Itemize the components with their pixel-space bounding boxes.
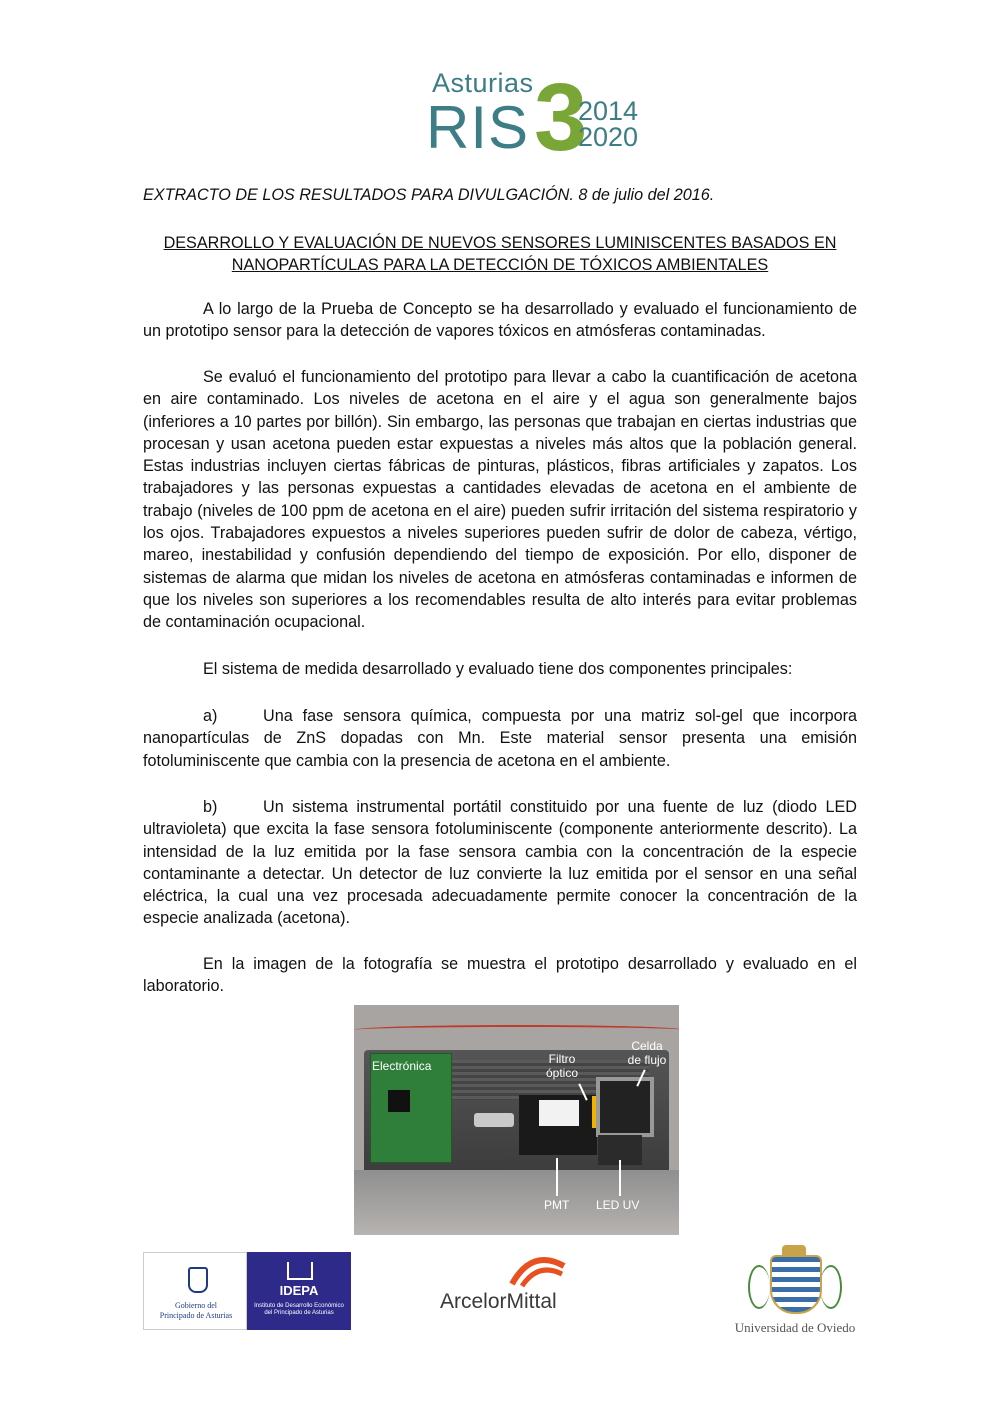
title-line-2: NANOPARTÍCULAS PARA LA DETECCIÓN DE TÓXICOS AMBIENTALES: [231, 256, 769, 275]
crest-icon: [188, 1267, 208, 1293]
list-item-b-letter: b): [203, 798, 218, 816]
label-filtro-line2: óptico: [545, 1066, 579, 1080]
laurel-left-icon: [748, 1265, 770, 1309]
logo-year-end: 2020: [578, 122, 639, 152]
photo-pmt-sticker: [539, 1100, 579, 1126]
list-item-b-text: Un sistema instrumental portátil constituido por una fuente de luz (diodo LED ultravioleta) que excita la fase sensora fotoluminiscente (componente anteriormente descrito). La intensidad de la luz emitida por la fase sensora cambia con la concentración de la especie contaminante a detectar. Un detector de luz convierte la luz emitida por el sensor en una señal eléctrica, la cual una vez procesada adecuadamente permite conocer la concentración de la especie analizada (acetona).: [143, 798, 857, 928]
arcelor-name: ArcelorMittal: [440, 1290, 557, 1313]
list-item-a-letter: a): [203, 707, 218, 725]
asturias-ris3-logo: [424, 64, 654, 171]
universidad-oviedo-logo: [730, 1245, 860, 1340]
paragraph-components: El sistema de medida desarrollado y evaluado tiene dos componentes principales:: [203, 660, 793, 678]
document-title: [143, 232, 857, 277]
idepa-mark-icon: [287, 1262, 313, 1280]
paragraph-intro: A lo largo de la Prueba de Concepto se ha desarrollado y evaluado el funcionamiento de un prototipo sensor para la detección de vapores tóxicos en atmósferas contaminadas.: [143, 300, 857, 341]
uniovi-name: Universidad de Oviedo: [734, 1320, 856, 1335]
arrow-pmt: [556, 1158, 558, 1196]
paragraph-photo-intro: En la imagen de la fotografía se muestra el prototipo desarrollado y evaluado en el laboratorio.: [143, 955, 857, 996]
list-item-a: [143, 705, 857, 772]
label-filtro-optico: [539, 1052, 585, 1080]
photo-flow-cell: [596, 1077, 654, 1137]
label-filtro-line1: Filtro: [548, 1052, 576, 1066]
logo-ris-text: RIS: [426, 94, 530, 161]
arrow-led: [619, 1160, 621, 1196]
gobierno-line-2: Principado de Asturias: [159, 1311, 233, 1320]
photo-cable: [354, 1025, 679, 1035]
label-electronica: Electrónica: [372, 1059, 432, 1073]
idepa-name: IDEPA: [279, 1283, 319, 1298]
label-celda-line2: de flujo: [627, 1053, 667, 1067]
title-line-1: DESARROLLO Y EVALUACIÓN DE NUEVOS SENSORES LUMINISCENTES BASADOS EN: [163, 234, 837, 252]
photo-connector: [474, 1113, 514, 1127]
label-pmt: PMT: [544, 1198, 570, 1212]
logo-asturias-text: Asturias: [432, 68, 534, 98]
gobierno-asturias-logo: [143, 1252, 247, 1330]
gobierno-line-1: Gobierno del: [175, 1301, 217, 1310]
list-item-a-text: Una fase sensora química, compuesta por una matriz sol-gel que incorpora nanopartículas de ZnS dopadas con Mn. Este material sensor presenta una emisión fotoluminiscente que cambia con la presencia de acetona en el ambiente.: [143, 707, 857, 770]
label-led-uv: LED UV: [596, 1198, 640, 1212]
arcelormittal-logo: [440, 1250, 580, 1320]
photo-chip: [388, 1090, 410, 1112]
idepa-logo: [247, 1252, 351, 1330]
arcelor-swoosh-icon: [508, 1252, 568, 1288]
label-celda-de-flujo: [622, 1039, 672, 1067]
label-celda-line1: Celda: [631, 1039, 663, 1053]
logo-three-text: 3: [534, 64, 588, 171]
idepa-subtitle: Instituto de Desarrollo Económico del Principado de Asturias: [254, 1303, 344, 1316]
paragraph-acetone: Se evaluó el funcionamiento del prototipo para llevar a cabo la cuantificación de acetona en aire contaminado. Los niveles de acetona en el aire y el agua son generalmente bajos (inferiores a 10 partes por billón). Sin embargo, las personas que trabajan en ciertas industrias que procesan y usan acetona pueden estar expuestas a niveles más altos que la población general. Estas industrias incluyen ciertas fábricas de pinturas, plásticos, fibras artificiales y zapatos. Los trabajadores y las personas expuestas a cantidades elevadas de acetona en el ambiente de trabajo (niveles de 100 ppm de acetona en el aire) pueden sufrir irritación del sistema respiratorio y los ojos. Trabajadores expuestos a niveles superiores pueden sufrir de dolor de cabeza, vértigo, mareo, inestabilidad y confusión dependiendo del tiempo de exposición. Por ello, disponer de sistemas de alarma que midan los niveles de acetona en atmósferas contaminadas e informen de que los niveles son superiores a los recomendables resulta de alto interés para evitar problemas de contaminación ocupacional.: [143, 368, 857, 632]
shield-icon: [770, 1255, 822, 1314]
crown-icon: [782, 1245, 806, 1255]
logo-year-start: 2014: [578, 96, 639, 126]
laurel-right-icon: [820, 1265, 842, 1309]
extract-date-line: EXTRACTO DE LOS RESULTADOS PARA DIVULGACIÓN. 8 de julio del 2016.: [143, 186, 715, 204]
prototype-photo: [354, 1005, 679, 1235]
list-item-b: [143, 796, 857, 930]
